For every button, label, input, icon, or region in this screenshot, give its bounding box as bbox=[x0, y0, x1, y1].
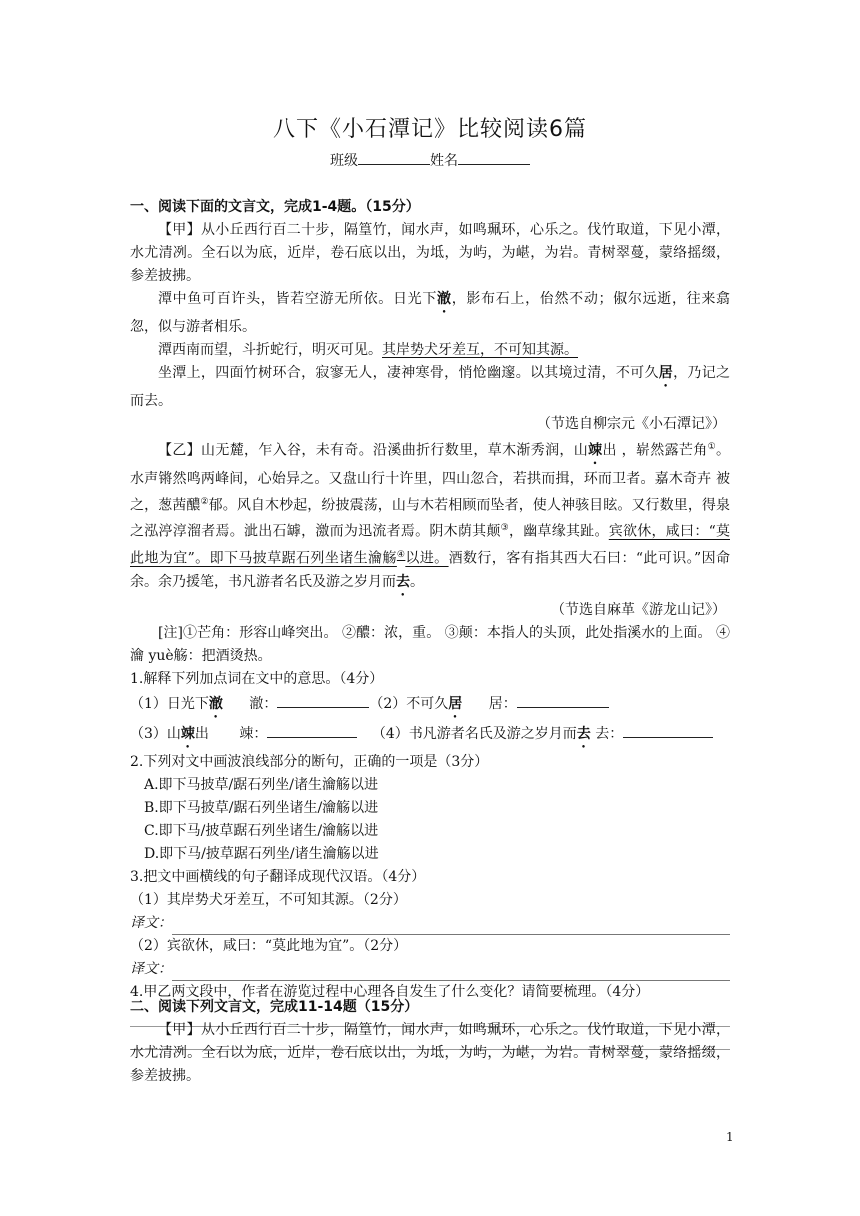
q3-answer-rule-1 bbox=[172, 918, 730, 935]
underlined-sentence-1: 其岸势犬牙差互，不可知其源。 bbox=[382, 342, 578, 358]
question-1-stem: 1.解释下列加点词在文中的意思。（4分） bbox=[130, 670, 384, 687]
footnote-marker-4: ④ bbox=[396, 549, 406, 560]
q3-answer-line-1[interactable] bbox=[130, 912, 730, 935]
jia-source: （节选自柳宗元《小石潭记》） bbox=[537, 416, 726, 432]
name-label: 姓名 bbox=[430, 153, 458, 169]
section-2-jia-text: 从小丘西行百二十步，隔篁竹，闻水声，如鸣珮环，心乐之。伐竹取道，下见小潭，水尤清冽。全石以为底，近岸，卷石底以出，为坻，为屿，为嵁，为岩。青树翠蔓，蒙络摇缀，参差披拂。 bbox=[130, 1022, 731, 1084]
jia-paragraph-4 bbox=[130, 362, 730, 413]
footnote-marker-1: ① bbox=[707, 442, 717, 452]
q1-item-2-answer[interactable] bbox=[517, 693, 609, 708]
dotted-word-che: 澈 bbox=[437, 291, 452, 307]
q3-answer-line-2[interactable] bbox=[130, 958, 730, 981]
question-2-stem: 2.下列对文中画波浪线部分的断句，正确的一项是（3分） bbox=[130, 753, 489, 770]
yi-label: 【乙】 bbox=[158, 442, 202, 459]
footnote-marker-3: ③ bbox=[500, 523, 509, 534]
q3-answer-label-1: 译文： bbox=[130, 914, 172, 931]
q1-item-3-suffix: 出 bbox=[194, 725, 209, 742]
q3-sentence-2: （2）宾欲休，咸曰：“莫此地为宜”。（2分） bbox=[130, 937, 408, 954]
q1-item-3-answer[interactable] bbox=[267, 723, 357, 738]
q3-sentence-1: （1）其岸势犬牙差互，不可知其源。（2分） bbox=[130, 891, 407, 908]
dotted-word-ju: 居 bbox=[658, 365, 674, 381]
footnote-marker-2: ② bbox=[200, 496, 209, 507]
jia-text-2a: 潭中鱼可百许头，皆若空游无所依。日光下 bbox=[158, 291, 437, 307]
jia-text-1: 从小丘西行百二十步，隔篁竹，闻水声，如鸣珮环，心乐之。伐竹取道，下见小潭，水尤清冽。全石以为底，近岸，卷石底以出，为坻，为屿，为嵁，为岩。青树翠蔓，蒙络摇缀，参差披拂。 bbox=[130, 222, 731, 284]
section-2-jia-paragraph bbox=[130, 1019, 730, 1088]
q1-item-3-prefix: （3）山 bbox=[130, 725, 181, 742]
section-1-heading: 一、阅读下面的文言文，完成1-4题。（15分） bbox=[130, 199, 420, 215]
yi-text-5: ，幽草缘其趾。 bbox=[508, 523, 609, 540]
section-2 bbox=[130, 996, 730, 1088]
page-number: 1 bbox=[726, 1130, 734, 1144]
yi-text-7: 酒数行，客有指其西大石曰：“此可识。”因命余。余乃援笔，书凡游者名氏及游之岁月而 bbox=[130, 550, 731, 590]
question-1-row-2 bbox=[130, 723, 730, 751]
question-4-stem: 4.甲乙两文段中，作者在游览过程中心理各自发生了什么变化？请简要梳理。（4分） bbox=[130, 983, 650, 1000]
q1-item-1-answer[interactable] bbox=[277, 693, 369, 708]
yi-source: （节选自麻革《游龙山记》） bbox=[551, 601, 726, 618]
section-1 bbox=[130, 196, 730, 1050]
q1-item-2-label: 居： bbox=[488, 695, 517, 712]
q3-answer-label-2: 译文： bbox=[130, 960, 172, 977]
dotted-word-song: 竦 bbox=[588, 442, 603, 459]
q1-item-1-dotted: 澈 bbox=[208, 695, 223, 712]
q1-item-1-prefix: （1）日光下 bbox=[130, 695, 209, 712]
yi-text-3: 。水声锵然鸣两峰间，心始异之。又盘山行十许里，四山忽合，若拱而揖，环而卫者。嘉木奇卉 被之，葱茜醲 bbox=[130, 442, 731, 514]
yi-text-4: 郁。风自木杪起，纷披震荡，山与木若相顾而坠者，使人神骇目眩。又行数里，得泉之泓渟淳溜者焉。泚出石罅，激而为迅流者焉。阴木荫其颠 bbox=[130, 497, 730, 540]
q1-item-4-prefix: （4）书凡游者名氏及游之岁月而 bbox=[371, 725, 577, 742]
section-2-jia-label: 【甲】 bbox=[158, 1022, 201, 1038]
yi-text-8: 。 bbox=[410, 573, 424, 590]
q1-item-4-dotted: 去 bbox=[576, 725, 591, 742]
annotation-note: [注]①芒角：形容山峰突出。 ②醲：浓，重。 ③颠：本指人的头顶，此处指溪水的上面。 ④瀹 yuè觞：把酒烫热。 bbox=[130, 624, 730, 664]
q1-item-4-answer[interactable] bbox=[623, 723, 713, 738]
dotted-word-qu: 去 bbox=[396, 573, 410, 590]
jia-text-4b: ，乃记之而去。 bbox=[130, 365, 731, 409]
question-3-stem: 3.把文中画横线的句子翻译成现代汉语。（4分） bbox=[130, 868, 426, 885]
jia-paragraph-3 bbox=[130, 339, 730, 362]
q2-option-d[interactable]: D.即下马/披草踞石列坐/诸生瀹觞以进 bbox=[144, 845, 379, 862]
q1-item-2-dotted: 居 bbox=[448, 695, 463, 712]
q3-answer-rule-2 bbox=[172, 964, 730, 981]
class-name-line bbox=[0, 150, 860, 170]
underlined-sentence-2: 宾欲休，咸曰：“莫此地为宜”。即下马披草踞石列坐诸生瀹觞 bbox=[130, 523, 730, 567]
class-blank[interactable] bbox=[358, 152, 430, 165]
name-blank[interactable] bbox=[458, 152, 530, 165]
q1-item-1-label: 澈： bbox=[249, 695, 278, 712]
q1-item-3-label: 竦： bbox=[239, 725, 268, 742]
q2-option-a[interactable]: A.即下马披草/踞石列坐/诸生瀹觞以进 bbox=[144, 776, 378, 793]
yi-text-1: 山无麓，乍入谷，未有奇。沿溪曲折行数里，草木渐秀润，山 bbox=[201, 442, 589, 459]
jia-text-4a: 坐潭上，四面竹树环合，寂寥无人，凄神寒骨，悄怆幽邃。以其境过清，不可久 bbox=[158, 365, 659, 381]
yi-text-2: 出 ，崭然露芒角 bbox=[602, 442, 708, 459]
q1-item-4-label: 去： bbox=[595, 725, 624, 742]
jia-text-2b: ，影布石上，佁然不动；俶尔远逝，往来翕忽，似与游者相乐。 bbox=[130, 291, 731, 335]
jia-text-3a: 潭西南而望，斗折蛇行，明灭可见。 bbox=[158, 342, 382, 358]
jia-paragraph-1 bbox=[130, 219, 730, 288]
section-2-heading: 二、阅读下列文言文，完成11-14题（15分） bbox=[130, 999, 419, 1015]
class-label: 班级 bbox=[330, 153, 358, 169]
q1-item-3-dotted: 竦 bbox=[180, 725, 195, 742]
question-1-row-1 bbox=[130, 693, 730, 721]
q1-item-2-prefix: （2）不可久 bbox=[369, 695, 449, 712]
underlined-sentence-2-end: 以进。 bbox=[405, 550, 449, 567]
yi-paragraph bbox=[130, 436, 730, 599]
q2-option-c[interactable]: C.即下马/披草踞石列坐诸生/瀹觞以进 bbox=[144, 822, 379, 839]
jia-label: 【甲】 bbox=[158, 222, 201, 238]
q2-option-b[interactable]: B.即下马披草/踞石列坐诸生/瀹觞以进 bbox=[144, 799, 379, 816]
jia-paragraph-2 bbox=[130, 288, 730, 339]
page-title: 八下《小石潭记》比较阅读6篇 bbox=[273, 117, 587, 142]
